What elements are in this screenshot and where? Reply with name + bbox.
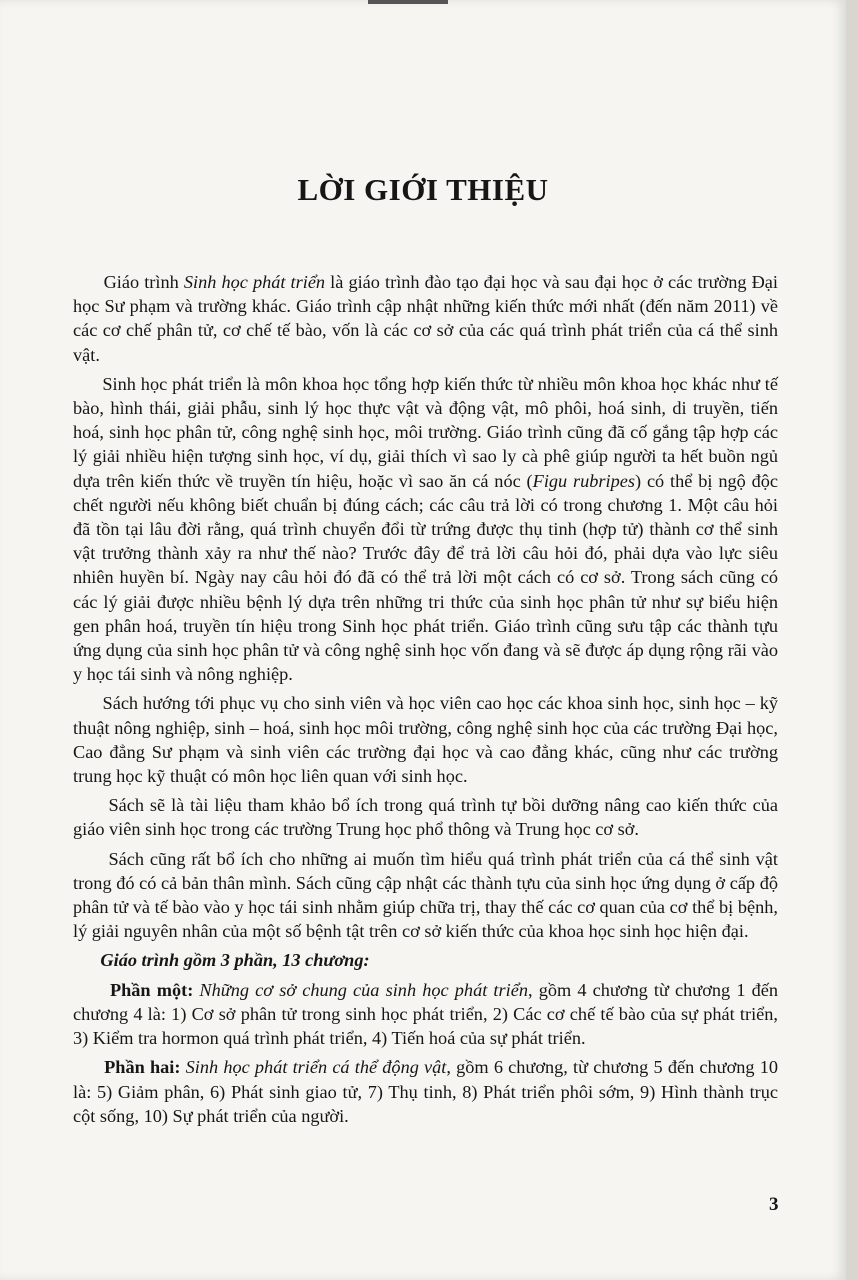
part-one-rest: , gồm 4 chương từ chương 1 đến chương 4 là: 1) Cơ sở phân tử trong sinh học phát triển, 2) Các cơ chế tế bào của sự phát triển, 3) Kiểm tra hormon quá trình phát triển, 4) Tiến hoá của sự phát triển. (73, 979, 779, 1049)
part-one-name: Những cơ sở chung của sinh học phát triển (193, 979, 528, 1000)
part-two-label: Phần hai: (104, 1057, 181, 1078)
intro-lead: Giáo trình (103, 272, 184, 292)
structure-heading (73, 948, 778, 972)
paragraph-audience (73, 691, 778, 788)
part-two-name: Sinh học phát triển cá thể động vật (180, 1057, 447, 1078)
scope-text-b: ) có thể bị ngộ độc chết người nếu không biết chuẩn bị đúng cách; các câu trả lời có trong chương 1. Một câu hỏi đã tồn tại lâu đời rằng, quá trình chuyển đổi từ trứng được thụ tinh (hợp tử) thành cơ thể sinh vật trưởng thành xảy ra như thế nào? Trước đây để trả lời câu hỏi đó, phải dựa vào lực siêu nhiên huyền bí. Ngày nay câu hỏi đó đã có thể trả lời một cách có cơ sở. Trong sách cũng có các lý giải được nhiều bệnh lý dựa trên những tri thức của sinh học phân tử như sự biểu hiện gen phân hoá, truyền tín hiệu trong Sinh học phát triển. Giáo trình cũng sưu tập các thành tựu ứng dụng của sinh học phân tử và công nghệ sinh học vốn đang và sẽ được áp dụng rộng rãi vào y học tái sinh và nông nghiệp. (73, 470, 778, 685)
reference-text: Sách sẽ là tài liệu tham khảo bổ ích trong quá trình tự bồi dưỡng nâng cao kiến thức của giáo viên sinh học trong các trường Trung học phổ thông và Trung học cơ sở. (73, 795, 779, 840)
usefulness-text: Sách cũng rất bổ ích cho những ai muốn tìm hiểu quá trình phát triển của cá thể sinh vật trong đó có cả bản thân mình. Sách cũng cập nhật các thành tựu của sinh học ứng dụng ở cấp độ phân tử và tế bào vào y học tái sinh nhằm giúp chữa trị, thay thế các cơ quan của cơ thể bị bệnh, lý giải nguyên nhân của một số bệnh tật trên cơ sở kiến thức của khoa học sinh học hiện đại. (73, 848, 778, 942)
page-number: 3 (769, 1194, 779, 1215)
audience-text: Sách hướng tới phục vụ cho sinh viên và học viên cao học các khoa sinh học, sinh học – kỹ thuật nông nghiệp, sinh – hoá, sinh học môi trường, công nghệ sinh học của các trường Đại học, Cao đẳng Sư phạm và sinh viên các trường đại học và cao đẳng khác, cũng như các trường trung học kỹ thuật có môn học liên quan với sinh học. (73, 693, 778, 787)
paragraph-reference (73, 793, 778, 841)
paragraph-intro (73, 270, 778, 367)
structure-heading-text: Giáo trình gồm 3 phần, 13 chương: (100, 950, 370, 971)
body-text (73, 270, 778, 1133)
book-title: Sinh học phát triển (183, 272, 326, 292)
page-top-mark (368, 0, 448, 4)
part-one (73, 978, 778, 1051)
part-two (73, 1055, 778, 1128)
part-one-label: Phần một: (109, 979, 194, 1000)
species-name: Figu rubripes (532, 470, 635, 491)
paragraph-usefulness (73, 847, 778, 944)
scope-text-a: Sinh học phát triển là môn khoa học tổng hợp kiến thức từ nhiều môn khoa học khác như tế bào, hình thái, giải phẫu, sinh lý học thực vật và động vật, mô phôi, hoá sinh, di truyền, tiến hoá, sinh học phân tử, công nghệ sinh học, môi trường. Giáo trình cũng đã cố gắng tập hợp các lý giải nhiều hiện tượng sinh học, ví dụ, giải thích vì sao ly cà phê giúp người ta hết buồn ngủ dựa trên kiến thức về truyền tín hiệu, hoặc vì sao ăn cá nóc ( (73, 373, 779, 491)
intro-rest: là giáo trình đào tạo đại học và sau đại học ở các trường Đại học Sư phạm và trường khác. Giáo trình cập nhật những kiến thức mới nhất (đến năm 2011) về các cơ chế phân tử, cơ chế tế bào, vốn là các cơ sở của các quá trình phát triển của cá thể sinh vật. (73, 272, 778, 365)
page-title: LỜI GIỚI THIỆU (297, 172, 549, 207)
paragraph-scope (73, 372, 778, 687)
part-two-rest: , gồm 6 chương, từ chương 5 đến chương 10 là: 5) Giảm phân, 6) Phát sinh giao tử, 7) Thụ tinh, 8) Phát triển phôi sớm, 9) Hình thành trục cột sống, 10) Sự phát triển của người. (73, 1057, 778, 1126)
